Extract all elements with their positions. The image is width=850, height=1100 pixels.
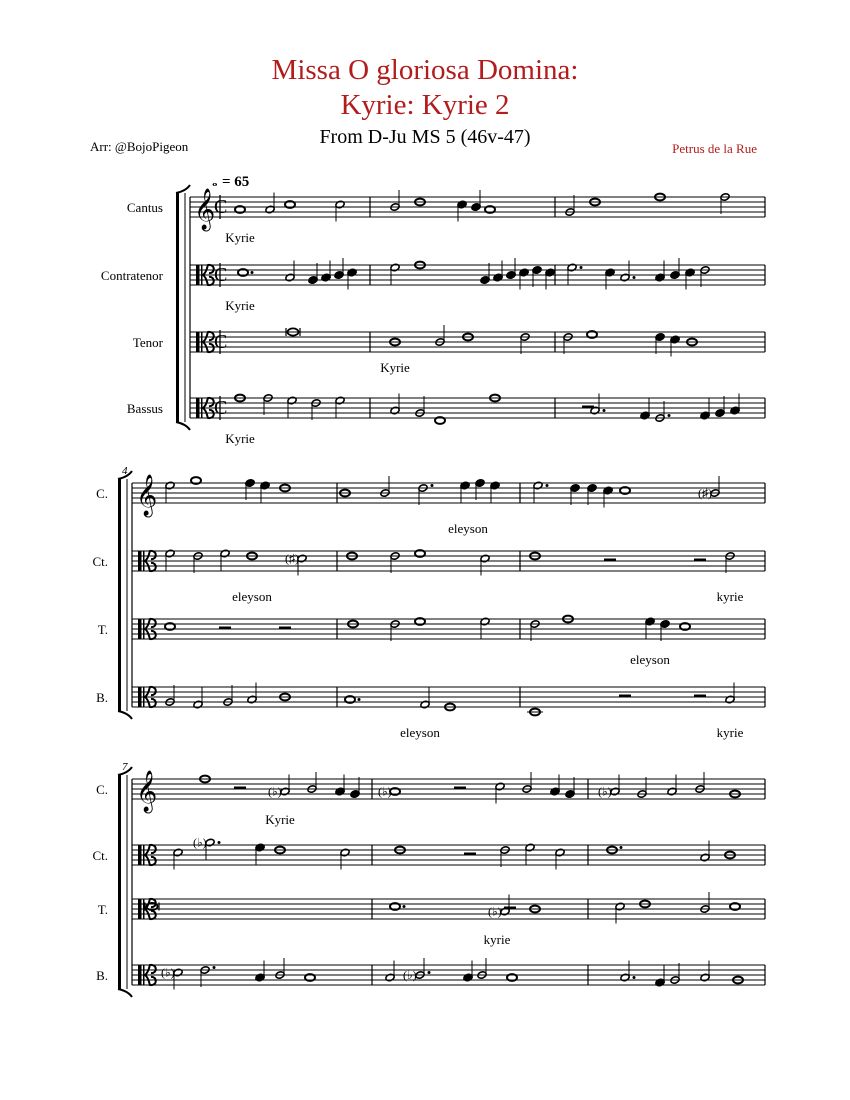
whole-rest	[504, 907, 516, 910]
whole-rest	[279, 627, 291, 630]
arranger-credit: Arr: @BojoPigeon	[90, 139, 189, 154]
group-bracket	[118, 775, 121, 989]
whole-rest	[454, 787, 466, 790]
whole-rest	[582, 406, 594, 409]
whole-rest	[234, 787, 246, 790]
accidental-icon: (♭)	[378, 784, 392, 799]
lyric: Kyrie	[225, 298, 255, 313]
subtitle: From D-Ju MS 5 (46v-47)	[319, 126, 531, 148]
staff-label: Ct.	[92, 554, 108, 569]
lyric: Kyrie	[225, 230, 255, 245]
staff-label: C.	[96, 486, 108, 501]
dot	[668, 414, 671, 417]
treble-clef-icon: 𝄞	[136, 771, 158, 811]
lyric: Kyrie	[380, 360, 410, 375]
staff-label: B.	[96, 968, 108, 983]
whole-rest	[619, 695, 631, 698]
dot	[620, 846, 623, 849]
whole-rest	[219, 627, 231, 630]
accidental-icon: (♭)	[161, 965, 175, 980]
group-bracket	[176, 193, 179, 422]
dot	[633, 276, 636, 279]
tempo-note-icon: 𝅝	[212, 175, 218, 190]
measure-number: 4	[122, 465, 128, 477]
tempo-marking: = 65	[222, 174, 250, 190]
lyric: Kyrie	[225, 431, 255, 446]
dot	[580, 266, 583, 269]
staff-label: T.	[97, 902, 108, 917]
staff-label: Ct.	[92, 848, 108, 863]
dot	[251, 271, 254, 274]
dot	[218, 841, 221, 844]
dot	[546, 484, 549, 487]
whole-rest	[694, 695, 706, 698]
staff-label: T.	[97, 622, 108, 637]
title-line-2: Kyrie: Kyrie 2	[340, 89, 510, 121]
accidental-icon: (♭)	[193, 835, 207, 850]
dot	[633, 976, 636, 979]
accidental-icon: (♯)	[285, 551, 299, 566]
treble-clef-icon: 𝄞	[136, 475, 158, 515]
staff-label: Contratenor	[100, 268, 163, 283]
lyric: eleyson	[400, 725, 440, 740]
accidental-icon: (♭)	[488, 904, 502, 919]
staff	[132, 965, 765, 985]
lyric: eleyson	[630, 652, 670, 667]
accidental-icon: (♭)	[598, 784, 612, 799]
staff-label: B.	[96, 690, 108, 705]
lyric: kyrie	[716, 589, 744, 604]
staff	[190, 398, 765, 418]
staff	[190, 332, 765, 352]
staff	[132, 845, 765, 865]
whole-rest	[464, 853, 476, 856]
staff	[132, 551, 765, 571]
staff-label: Cantus	[126, 200, 163, 215]
dot	[358, 698, 361, 701]
dot	[603, 409, 606, 412]
whole-rest	[604, 559, 616, 562]
measure-number: 7	[122, 761, 128, 773]
composer-credit: Petrus de la Rue	[672, 141, 757, 156]
lyric: kyrie	[716, 725, 744, 740]
staff-label: Bassus	[126, 401, 163, 416]
dot	[428, 971, 431, 974]
staff	[132, 899, 765, 919]
lyric: Kyrie	[265, 812, 295, 827]
staff-label: C.	[96, 782, 108, 797]
cut-time-icon: C	[214, 397, 228, 419]
accidental-icon: (♭)	[403, 968, 417, 982]
group-bracket	[118, 479, 121, 711]
cut-time-icon: C	[214, 331, 228, 353]
accidental-icon: (♯)	[698, 486, 712, 500]
cut-time-icon: C	[214, 196, 228, 218]
title-line-1: Missa O gloriosa Domina:	[271, 54, 579, 86]
dot	[431, 484, 434, 487]
staff	[132, 483, 765, 503]
lyric: kyrie	[483, 932, 511, 947]
lyric: eleyson	[448, 521, 488, 536]
dot	[213, 966, 216, 969]
cut-time-icon: C	[214, 264, 228, 286]
accidental-icon: (♭)	[268, 784, 282, 799]
lyric: eleyson	[232, 589, 272, 604]
staff-label: Tenor	[132, 335, 163, 350]
whole-rest	[694, 559, 706, 562]
dot	[403, 905, 406, 908]
treble-clef-icon: 𝄞	[194, 189, 216, 229]
